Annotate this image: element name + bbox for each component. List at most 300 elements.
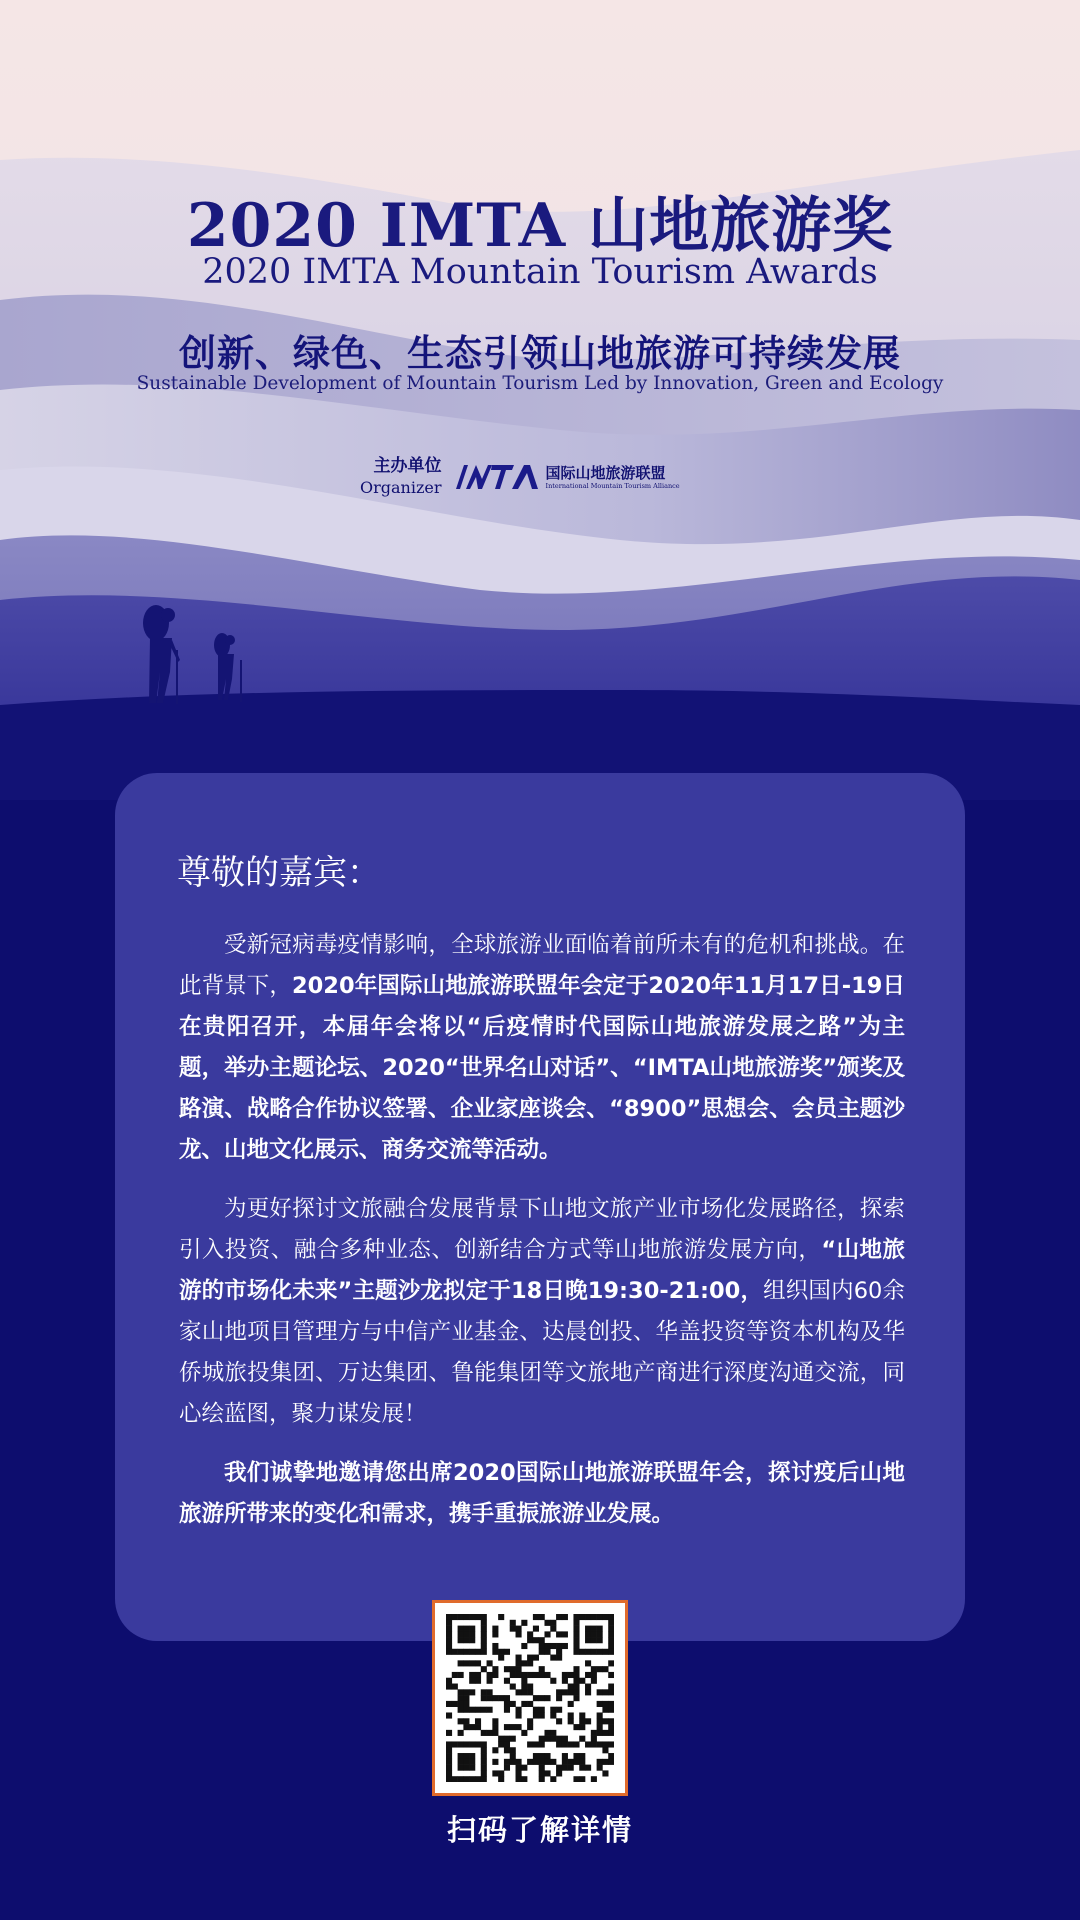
qr-module [463, 1649, 469, 1655]
qr-module [492, 1718, 498, 1724]
qr-module [458, 1689, 464, 1695]
qr-module [533, 1741, 539, 1747]
qr-module [591, 1666, 597, 1672]
qr-module [591, 1736, 597, 1742]
qr-module [498, 1695, 504, 1701]
qr-module [475, 1614, 481, 1620]
qr-module [527, 1689, 533, 1695]
qr-module [446, 1712, 452, 1718]
qr-module [544, 1695, 550, 1701]
qr-module [469, 1776, 475, 1782]
qr-module [504, 1747, 510, 1753]
qr-module [579, 1678, 585, 1684]
qr-module [539, 1707, 545, 1713]
qr-module [608, 1626, 614, 1632]
qr-module [602, 1707, 608, 1713]
qr-module [544, 1753, 550, 1759]
title-chinese: 2020 IMTA 山地旅游奖 [186, 191, 894, 261]
organizer-block [360, 452, 680, 502]
qr-module [458, 1701, 464, 1707]
mountain-landscape [0, 0, 1080, 800]
qr-module [487, 1695, 493, 1701]
qr-module [568, 1689, 574, 1695]
qr-module [463, 1759, 469, 1765]
qr-module [458, 1614, 464, 1620]
qr-module [556, 1649, 562, 1655]
qr-module [527, 1724, 533, 1730]
qr-module [550, 1759, 556, 1765]
qr-module [608, 1614, 614, 1620]
qr-module [487, 1672, 493, 1678]
qr-module [568, 1684, 574, 1690]
qr-module [597, 1765, 603, 1771]
qr-module [533, 1637, 539, 1643]
qr-module [608, 1724, 614, 1730]
qr-module [510, 1736, 516, 1742]
qr-module [469, 1724, 475, 1730]
qr-module [550, 1776, 556, 1782]
qr-module [556, 1707, 562, 1713]
qr-module [452, 1672, 458, 1678]
qr-module [562, 1759, 568, 1765]
qr-module [475, 1672, 481, 1678]
qr-module [504, 1707, 510, 1713]
qr-module [463, 1776, 469, 1782]
qr-module [527, 1637, 533, 1643]
qr-module [458, 1753, 464, 1759]
qr-module [585, 1631, 591, 1637]
qr-module [550, 1620, 556, 1626]
qr-module [516, 1724, 522, 1730]
qr-module [568, 1759, 574, 1765]
qr-module [602, 1759, 608, 1765]
qr-module [498, 1655, 504, 1661]
qr-module [492, 1626, 498, 1632]
qr-module [608, 1741, 614, 1747]
qr-module [568, 1672, 574, 1678]
qr-module [458, 1695, 464, 1701]
qr-module [481, 1770, 487, 1776]
qr-module [562, 1631, 568, 1637]
qr-module [533, 1753, 539, 1759]
qr-module [510, 1701, 516, 1707]
qr-module [510, 1666, 516, 1672]
qr-module [446, 1684, 452, 1690]
qr-module [608, 1701, 614, 1707]
qr-module [573, 1614, 579, 1620]
qr-module [487, 1730, 493, 1736]
qr-module [510, 1672, 516, 1678]
qr-module [579, 1759, 585, 1765]
qr-module [544, 1631, 550, 1637]
qr-module [469, 1689, 475, 1695]
qr-module [452, 1741, 458, 1747]
qr-module [516, 1765, 522, 1771]
qr-module [481, 1753, 487, 1759]
qr-module [573, 1626, 579, 1632]
qr-module [475, 1718, 481, 1724]
qr-module [498, 1741, 504, 1747]
qr-module [516, 1689, 522, 1695]
qr-module [539, 1736, 545, 1742]
qr-module [539, 1649, 545, 1655]
qr-module [446, 1759, 452, 1765]
qr-module [492, 1695, 498, 1701]
qr-module [556, 1741, 562, 1747]
qr-module [481, 1776, 487, 1782]
qr-module [446, 1637, 452, 1643]
qr-module [562, 1736, 568, 1742]
qr-module [463, 1631, 469, 1637]
qr-module [463, 1689, 469, 1695]
qr-module [475, 1707, 481, 1713]
qr-module [550, 1678, 556, 1684]
qr-module [550, 1707, 556, 1713]
qr-module [521, 1660, 527, 1666]
qr-module [446, 1753, 452, 1759]
qr-module [516, 1660, 522, 1666]
qr-module [533, 1759, 539, 1765]
qr-module [608, 1637, 614, 1643]
qr-module [452, 1701, 458, 1707]
qr-module [544, 1620, 550, 1626]
qr-module [573, 1684, 579, 1690]
qr-module [568, 1718, 574, 1724]
qr-module [539, 1614, 545, 1620]
qr-module [516, 1666, 522, 1672]
qr-module [597, 1626, 603, 1632]
qr-module [585, 1660, 591, 1666]
qr-module [521, 1672, 527, 1678]
qr-module [579, 1724, 585, 1730]
qr-module [481, 1759, 487, 1765]
paragraph-3-bold: 我们诚挚地邀请您出席2020国际山地旅游联盟年会，探讨疫后山地旅游所带来的变化和需求，携手重振旅游业发展。 [179, 1460, 905, 1527]
paragraph-1 [179, 925, 905, 1171]
qr-module [597, 1730, 603, 1736]
qr-module [573, 1666, 579, 1672]
qr-module [481, 1643, 487, 1649]
qr-module [533, 1695, 539, 1701]
qr-module [608, 1643, 614, 1649]
qr-module [556, 1689, 562, 1695]
qr-module [481, 1620, 487, 1626]
qr-module [510, 1759, 516, 1765]
qr-module [597, 1666, 603, 1672]
qr-caption: 扫码了解详情 [446, 1813, 633, 1847]
qr-module [469, 1614, 475, 1620]
qr-module [521, 1765, 527, 1771]
qr-module [458, 1776, 464, 1782]
qr-module [469, 1626, 475, 1632]
qr-module [573, 1678, 579, 1684]
qr-module [516, 1655, 522, 1661]
qr-module [481, 1747, 487, 1753]
qr-module [568, 1741, 574, 1747]
qr-module [458, 1707, 464, 1713]
qr-module [539, 1759, 545, 1765]
qr-module [498, 1736, 504, 1742]
qr-module [463, 1753, 469, 1759]
qr-module [475, 1660, 481, 1666]
qr-module [498, 1776, 504, 1782]
qr-module [556, 1718, 562, 1724]
qr-module [556, 1765, 562, 1771]
qr-module [452, 1684, 458, 1690]
qr-module [579, 1712, 585, 1718]
qr-module [556, 1655, 562, 1661]
qr-module [573, 1672, 579, 1678]
qr-module [463, 1614, 469, 1620]
qr-module [521, 1701, 527, 1707]
qr-module [608, 1689, 614, 1695]
qr-code[interactable] [432, 1600, 628, 1796]
qr-module [562, 1689, 568, 1695]
qr-module [463, 1637, 469, 1643]
qr-module [481, 1637, 487, 1643]
qr-module [492, 1730, 498, 1736]
invitation-card [115, 773, 965, 1641]
qr-module [481, 1730, 487, 1736]
qr-module [446, 1643, 452, 1649]
qr-module [544, 1736, 550, 1742]
qr-module [562, 1765, 568, 1771]
qr-module [463, 1626, 469, 1632]
qr-module [463, 1695, 469, 1701]
qr-module [527, 1741, 533, 1747]
qr-module [597, 1649, 603, 1655]
qr-module [573, 1776, 579, 1782]
qr-module [516, 1626, 522, 1632]
qr-module [492, 1631, 498, 1637]
qr-module [591, 1730, 597, 1736]
qr-module [597, 1637, 603, 1643]
qr-module [573, 1753, 579, 1759]
qr-module [591, 1626, 597, 1632]
qr-module [469, 1741, 475, 1747]
qr-module [504, 1695, 510, 1701]
qr-module [469, 1631, 475, 1637]
qr-module [539, 1637, 545, 1643]
qr-module [550, 1655, 556, 1661]
qr-module [452, 1614, 458, 1620]
organizer-name [546, 464, 680, 491]
qr-module [481, 1695, 487, 1701]
imta-logo [456, 461, 680, 493]
qr-module [504, 1736, 510, 1742]
qr-module [573, 1643, 579, 1649]
qr-module [452, 1649, 458, 1655]
qr-module [533, 1655, 539, 1661]
qr-module [591, 1741, 597, 1747]
qr-module [608, 1660, 614, 1666]
qr-module [597, 1724, 603, 1730]
qr-module [585, 1718, 591, 1724]
qr-module [602, 1770, 608, 1776]
qr-module [579, 1649, 585, 1655]
qr-module [521, 1776, 527, 1782]
qr-module [458, 1660, 464, 1666]
qr-module [458, 1637, 464, 1643]
qr-module [544, 1672, 550, 1678]
qr-module [539, 1666, 545, 1672]
qr-module [602, 1747, 608, 1753]
qr-module [573, 1689, 579, 1695]
qr-module [550, 1736, 556, 1742]
qr-module [446, 1747, 452, 1753]
qr-module [539, 1770, 545, 1776]
qr-module [585, 1765, 591, 1771]
qr-module [481, 1707, 487, 1713]
qr-module [446, 1765, 452, 1771]
qr-module [556, 1736, 562, 1742]
qr-module [579, 1753, 585, 1759]
qr-module [527, 1759, 533, 1765]
qr-module [504, 1649, 510, 1655]
qr-module [544, 1643, 550, 1649]
qr-module [539, 1753, 545, 1759]
qr-module [539, 1776, 545, 1782]
paragraph-1-bold: 2020年国际山地旅游联盟年会定于2020年11月17日-19日在贵阳召开，本届年会将以“后疫情时代国际山地旅游发展之路”为主题，举办主题论坛、2020“世界名山对话”、“IMTA山地旅游奖”颁奖及路演、战略合作协议签署、企业家座谈会、“8900”思想会、会员主题沙龙、山地文化展示、商务交流等活动。 [179, 973, 905, 1163]
qr-module [544, 1759, 550, 1765]
qr-module [510, 1724, 516, 1730]
qr-module [481, 1741, 487, 1747]
qr-module [521, 1643, 527, 1649]
qr-module [458, 1631, 464, 1637]
qr-module [510, 1753, 516, 1759]
qr-module [573, 1637, 579, 1643]
paragraph-1-plain: 受新冠病毒疫情影响，全球旅游业面临着前所未有的危机和挑战。在此背景下， [179, 932, 905, 999]
qr-module [602, 1614, 608, 1620]
qr-module [579, 1765, 585, 1771]
qr-module [533, 1614, 539, 1620]
qr-module [533, 1707, 539, 1713]
qr-module [481, 1765, 487, 1771]
qr-module [597, 1718, 603, 1724]
qr-module [539, 1741, 545, 1747]
qr-module [516, 1759, 522, 1765]
slogan-english: Sustainable Development of Mountain Tourism Led by Innovation, Green and Ecology [136, 373, 944, 394]
qr-module [487, 1707, 493, 1713]
qr-module [608, 1753, 614, 1759]
qr-module [446, 1701, 452, 1707]
qr-module [556, 1614, 562, 1620]
qr-module [463, 1707, 469, 1713]
qr-module [521, 1678, 527, 1684]
letter-body [179, 925, 905, 1553]
qr-module [510, 1684, 516, 1690]
qr-module [498, 1649, 504, 1655]
qr-module [573, 1631, 579, 1637]
paragraph-2-plain-a: 为更好探讨文旅融合发展背景下山地文旅产业市场化发展路径，探索引入投资、融合多种业态、创新结合方式等山地旅游发展方向， [179, 1196, 905, 1263]
qr-module [573, 1724, 579, 1730]
qr-module [539, 1643, 545, 1649]
qr-module [504, 1678, 510, 1684]
qr-module [591, 1649, 597, 1655]
qr-module [585, 1672, 591, 1678]
qr-module [597, 1689, 603, 1695]
qr-module [469, 1637, 475, 1643]
qr-module [469, 1672, 475, 1678]
paragraph-2-plain-b: 组织国内60余家山地项目管理方与中信产业基金、达晨创投、华盖投资等资本机构及华侨城旅投集团、万达集团、鲁能集团等文旅地产商进行深度沟通交流，同心绘蓝图，聚力谋发展！ [179, 1278, 905, 1427]
slogan-chinese: 创新、绿色、生态引领山地旅游可持续发展 [179, 332, 901, 375]
qr-module [550, 1643, 556, 1649]
qr-module [585, 1684, 591, 1690]
qr-module [562, 1741, 568, 1747]
qr-module [475, 1649, 481, 1655]
qr-module [573, 1695, 579, 1701]
qr-module [573, 1741, 579, 1747]
qr-module [452, 1776, 458, 1782]
qr-module [498, 1770, 504, 1776]
qr-module [458, 1759, 464, 1765]
qr-module [492, 1649, 498, 1655]
qr-module [446, 1730, 452, 1736]
qr-module [573, 1620, 579, 1626]
qr-module [533, 1672, 539, 1678]
qr-module [585, 1741, 591, 1747]
qr-module [504, 1741, 510, 1747]
qr-module [585, 1689, 591, 1695]
organizer-label-en: Organizer [360, 478, 442, 497]
qr-module [469, 1765, 475, 1771]
qr-module [504, 1765, 510, 1771]
qr-module [481, 1689, 487, 1695]
qr-module [608, 1718, 614, 1724]
qr-module [504, 1701, 510, 1707]
qr-module [492, 1643, 498, 1649]
qr-module [602, 1741, 608, 1747]
qr-module [602, 1666, 608, 1672]
qr-module [539, 1712, 545, 1718]
qr-module [463, 1741, 469, 1747]
qr-module [492, 1747, 498, 1753]
title-english: 2020 IMTA Mountain Tourism Awards [202, 252, 878, 292]
qr-module [539, 1672, 545, 1678]
qr-module [475, 1678, 481, 1684]
qr-module [504, 1759, 510, 1765]
qr-module [516, 1707, 522, 1713]
qr-module [562, 1753, 568, 1759]
qr-module [562, 1643, 568, 1649]
qr-module [498, 1614, 504, 1620]
qr-module [446, 1620, 452, 1626]
qr-module [510, 1626, 516, 1632]
qr-module [591, 1678, 597, 1684]
qr-module [591, 1637, 597, 1643]
qr-module [516, 1776, 522, 1782]
qr-module [556, 1695, 562, 1701]
qr-module [602, 1701, 608, 1707]
qr-module [521, 1730, 527, 1736]
qr-module [516, 1712, 522, 1718]
qr-module [585, 1637, 591, 1643]
qr-module [579, 1776, 585, 1782]
qr-module [516, 1672, 522, 1678]
qr-module [539, 1695, 545, 1701]
qr-module [527, 1684, 533, 1690]
qr-module [527, 1660, 533, 1666]
qr-module [446, 1678, 452, 1684]
qr-module [556, 1643, 562, 1649]
qr-module [446, 1770, 452, 1776]
qr-module [469, 1649, 475, 1655]
qr-module [597, 1701, 603, 1707]
qr-module [481, 1626, 487, 1632]
qr-module [446, 1626, 452, 1632]
qr-module [533, 1626, 539, 1632]
qr-module [487, 1689, 493, 1695]
qr-module [469, 1660, 475, 1666]
